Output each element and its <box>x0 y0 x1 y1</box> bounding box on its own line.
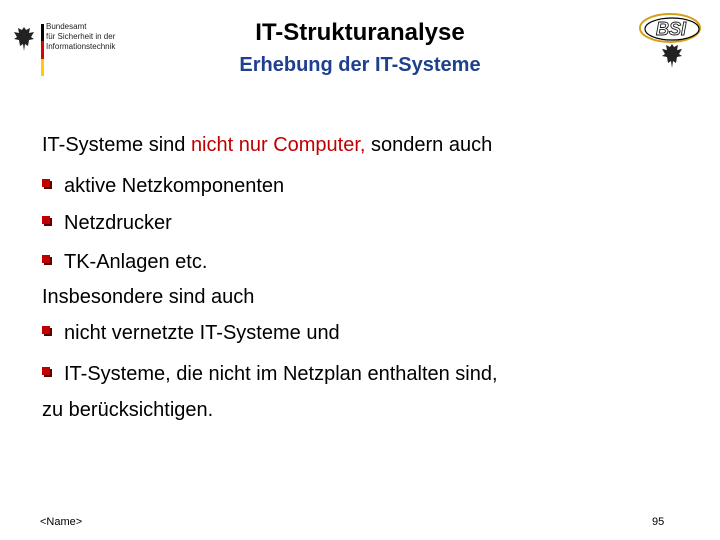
list-item-text: aktive Netzkomponenten <box>64 175 285 197</box>
slide-subtitle: Erhebung der IT-Systeme <box>239 54 481 76</box>
page-number: 95 <box>652 516 665 528</box>
closing-line: zu berücksichtigen. <box>42 399 214 421</box>
list-item-text: nicht vernetzte IT-Systeme und <box>64 322 340 344</box>
title-block <box>160 18 560 78</box>
federal-eagle-icon <box>12 24 36 54</box>
slide-title: IT-Strukturanalyse <box>255 19 465 46</box>
bullet-square-icon <box>42 179 56 193</box>
bsi-logo <box>636 6 708 72</box>
bsi-eagle-icon <box>662 44 682 68</box>
flag-stripe <box>41 24 44 76</box>
list-item-text: Netzdrucker <box>64 212 172 234</box>
bullet-square-icon <box>42 367 56 381</box>
footer-name: <Name> <box>40 516 83 528</box>
bundesamt-line: Informationstechnik <box>46 42 116 51</box>
bundesamt-logo <box>6 8 124 70</box>
list-item-text: IT-Systeme, die nicht im Netzplan enthalten sind, <box>64 363 498 385</box>
list-item <box>42 174 284 198</box>
slide-header <box>0 0 720 100</box>
bsi-logo-text: BSI <box>655 19 687 39</box>
bundesamt-line: Bundesamt <box>46 22 87 31</box>
list-item <box>42 321 340 345</box>
list-item <box>42 362 498 386</box>
bullet-square-icon <box>42 255 56 269</box>
intro-line <box>42 133 492 157</box>
bullet-square-icon <box>42 216 56 230</box>
intro-highlight: nicht nur Computer, <box>190 134 366 156</box>
bundesamt-text <box>46 22 115 52</box>
intro-text-start: IT-Systeme sind <box>42 134 191 156</box>
list-item <box>42 250 207 274</box>
intro-text-end: sondern auch <box>365 134 493 156</box>
paragraph-2: Insbesondere sind auch <box>42 286 255 308</box>
bullet-square-icon <box>42 326 56 340</box>
bundesamt-line: für Sicherheit in der <box>46 32 116 41</box>
list-item <box>42 211 172 235</box>
list-item-text: TK-Anlagen etc. <box>64 251 208 273</box>
